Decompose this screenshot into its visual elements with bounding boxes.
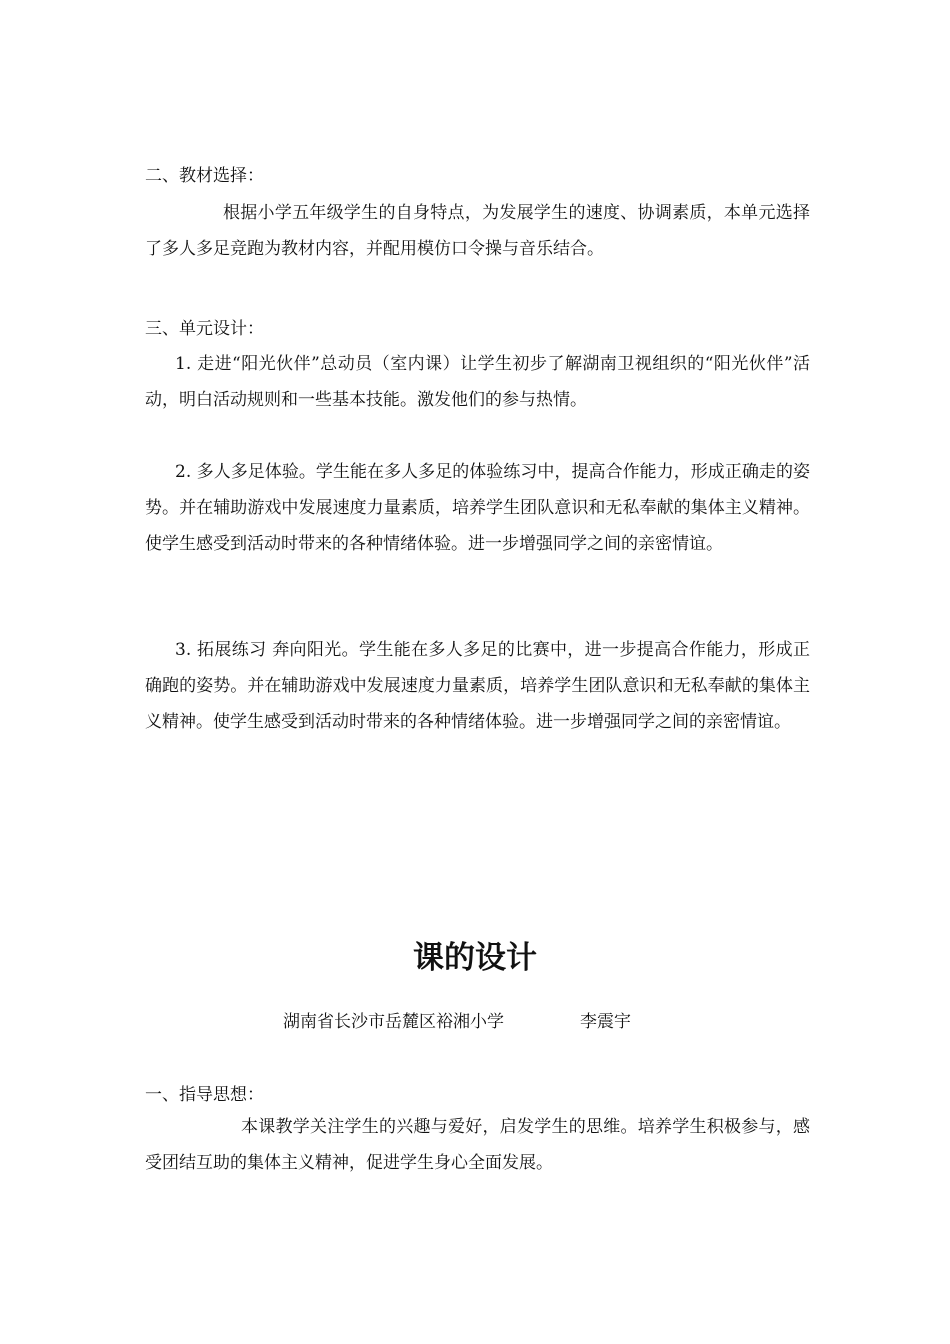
unit-item-2: 2. 多人多足体验。学生能在多人多足的体验练习中，提高合作能力，形成正确走的姿势。并在辅助游戏中发展速度力量素质，培养学生团队意识和无私奉献的集体主义精神。使学生感受到活动时带来的各种情绪体验。进一步增强同学之间的亲密情谊。: [145, 462, 810, 554]
section-1-paragraph: 本课教学关注学生的兴趣与爱好，启发学生的思维。培养学生积极参与，感受团结互助的集体主义精神，促进学生身心全面发展。: [145, 1117, 810, 1173]
section-1-heading: 一、指导思想：: [145, 1085, 264, 1105]
school-name: 湖南省长沙市岳麓区裕湘小学: [283, 1012, 504, 1032]
byline: [283, 1007, 703, 1037]
section-2-paragraph: 根据小学五年级学生的自身特点，为发展学生的速度、协调素质，本单元选择了多人多足竞跑为教材内容，并配用模仿口令操与音乐结合。: [145, 203, 810, 259]
unit-item-3: 3. 拓展练习 奔向阳光。学生能在多人多足的比赛中，进一步提高合作能力，形成正确跑的姿势。并在辅助游戏中发展速度力量素质，培养学生团队意识和无私奉献的集体主义精神。使学生感受到活动时带来的各种情绪体验。进一步增强同学之间的亲密情谊。: [145, 640, 810, 732]
section-2-heading: 二、教材选择：: [145, 166, 264, 186]
section-3-heading: 三、单元设计：: [145, 319, 264, 339]
author-name: 李震宇: [580, 1012, 631, 1032]
unit-item-1: 1. 走进“阳光伙伴”总动员（室内课）让学生初步了解湖南卫视组织的“阳光伙伴”活动，明白活动规则和一些基本技能。激发他们的参与热情。: [145, 354, 810, 410]
lesson-title: 课的设计: [413, 940, 537, 976]
